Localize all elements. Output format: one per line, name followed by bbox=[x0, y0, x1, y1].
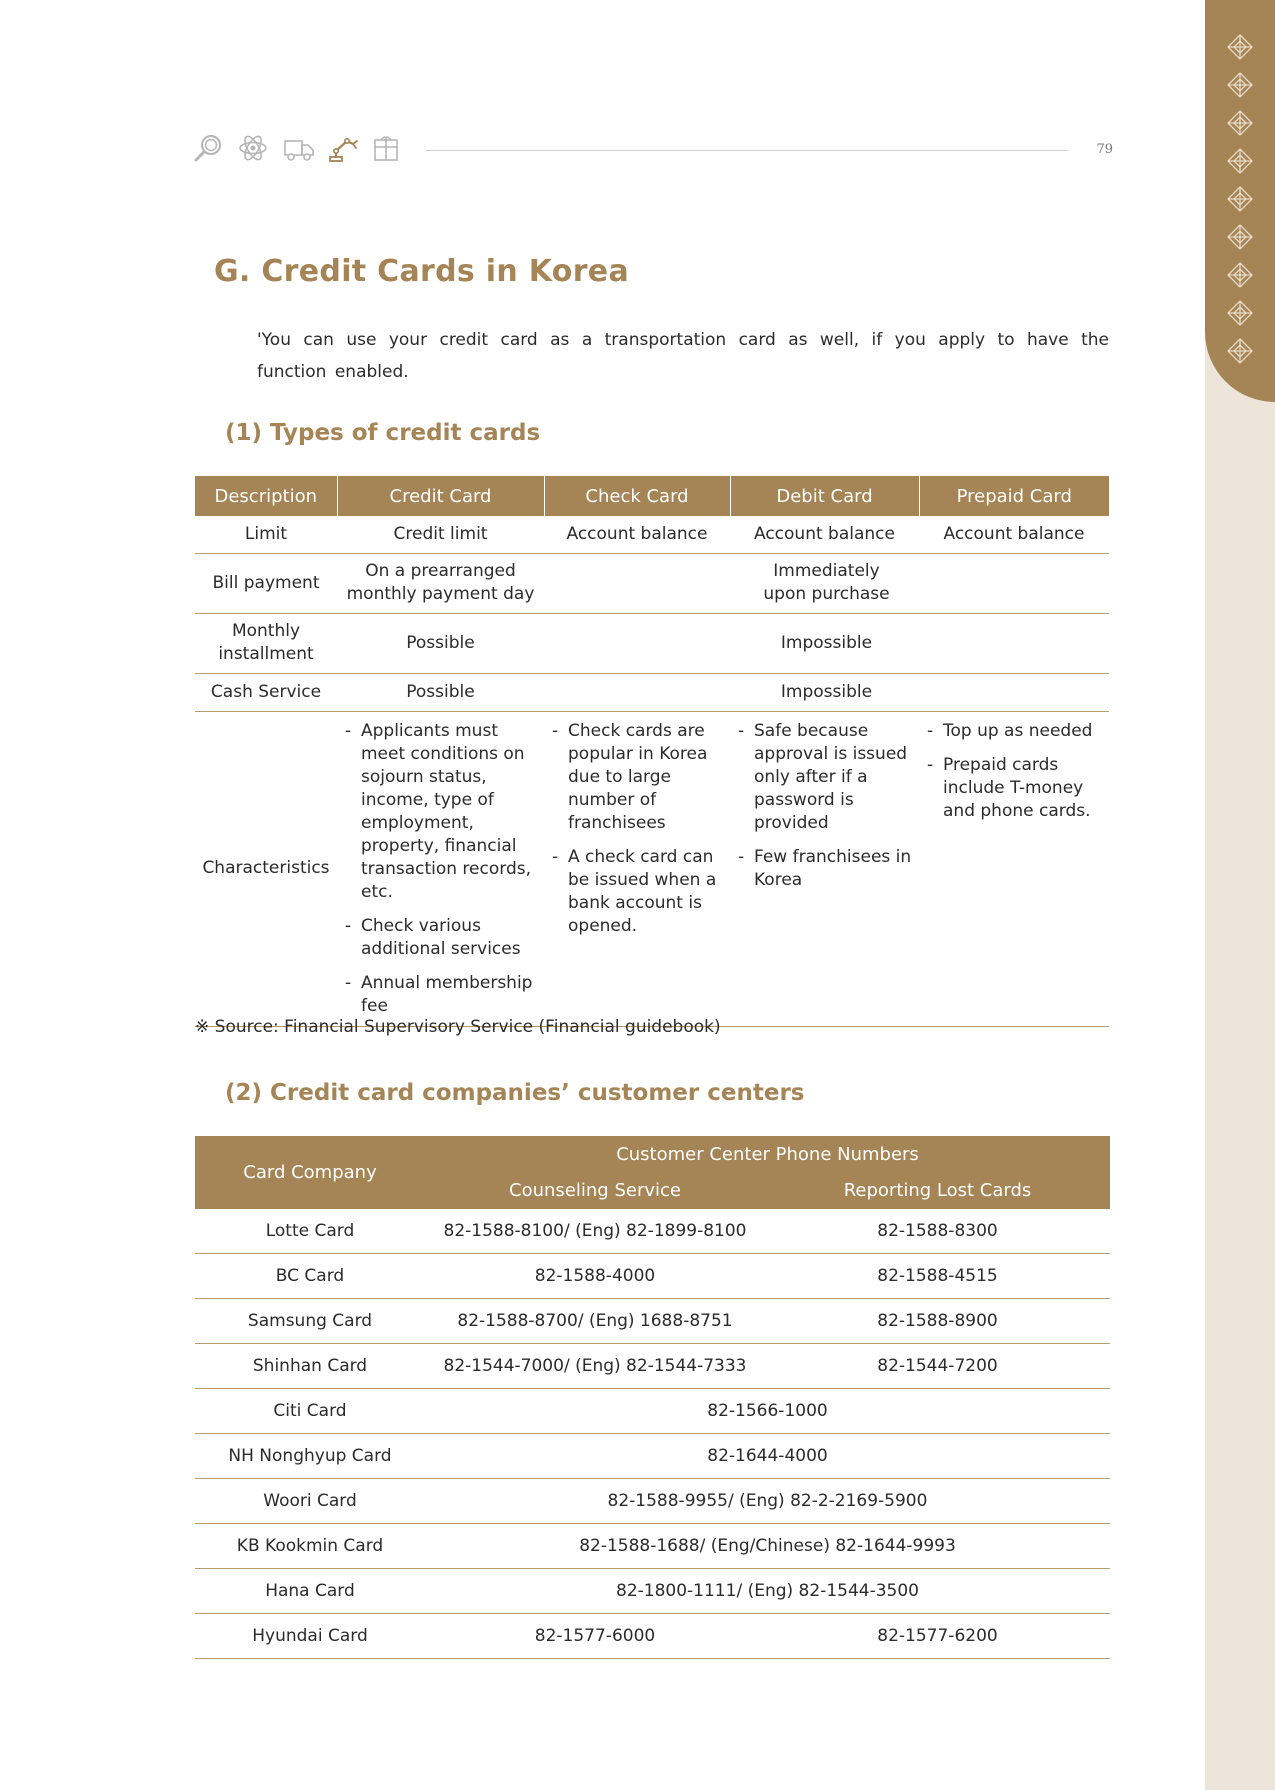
table-row bbox=[195, 1434, 1110, 1479]
truck-icon bbox=[283, 132, 315, 164]
table-row bbox=[195, 1524, 1110, 1569]
table-header-row bbox=[195, 1136, 1110, 1172]
list-item: - Annual membership fee bbox=[343, 972, 538, 1018]
list-item: - Check various additional services bbox=[343, 915, 538, 961]
phone-cell: 82-1588-9955/ (Eng) 82-2-2169-5900 bbox=[425, 1479, 1110, 1524]
table-cell: Possible bbox=[337, 673, 544, 711]
company-cell: Woori Card bbox=[195, 1479, 425, 1524]
table-cell: Impossible bbox=[544, 613, 1109, 673]
company-cell: Hyundai Card bbox=[195, 1614, 425, 1659]
ornament-icon bbox=[1226, 33, 1254, 61]
list-item: - Few franchisees in Korea bbox=[736, 846, 913, 892]
list-item: - A check card can be issued when a bank account is opened. bbox=[550, 846, 724, 938]
header-rule bbox=[426, 150, 1068, 151]
table-header-row bbox=[195, 476, 1109, 516]
page-title: G. Credit Cards in Korea bbox=[214, 254, 629, 289]
counseling-cell: 82-1588-4000 bbox=[425, 1254, 765, 1299]
table-row bbox=[195, 1569, 1110, 1614]
table-row bbox=[195, 1479, 1110, 1524]
magnifier-icon bbox=[193, 132, 225, 164]
table-cell bbox=[919, 711, 1109, 1026]
ornament-icon bbox=[1226, 185, 1254, 213]
row-label: Monthly installment bbox=[195, 613, 337, 673]
list-item: - Safe because approval is issued only after if a password is provided bbox=[736, 720, 913, 835]
ornament-icon bbox=[1226, 299, 1254, 327]
lost-card-cell: 82-1588-4515 bbox=[765, 1254, 1110, 1299]
company-cell: Shinhan Card bbox=[195, 1344, 425, 1389]
ornament-icon bbox=[1226, 223, 1254, 251]
column-header: Reporting Lost Cards bbox=[765, 1172, 1110, 1209]
page-number: 79 bbox=[1096, 142, 1113, 157]
list-item: - Applicants must meet conditions on sojourn status, income, type of employment, property, financial transaction records, etc. bbox=[343, 720, 538, 904]
section-heading-centers: (2) Credit card companies’ customer centers bbox=[225, 1080, 805, 1106]
table-row bbox=[195, 613, 1109, 673]
counseling-cell: 82-1588-8100/ (Eng) 82-1899-8100 bbox=[425, 1209, 765, 1254]
table-row bbox=[195, 1614, 1110, 1659]
row-label: Limit bbox=[195, 516, 337, 553]
row-label: Characteristics bbox=[195, 711, 337, 1026]
table-row bbox=[195, 711, 1109, 1026]
column-header: Card Company bbox=[195, 1136, 425, 1209]
company-cell: KB Kookmin Card bbox=[195, 1524, 425, 1569]
list-item: - Prepaid cards include T-money and phone cards. bbox=[925, 754, 1103, 823]
ornament-icon bbox=[1226, 337, 1254, 365]
phone-cell: 82-1566-1000 bbox=[425, 1389, 1110, 1434]
table-row bbox=[195, 1209, 1110, 1254]
phone-cell: 82-1800-1111/ (Eng) 82-1544-3500 bbox=[425, 1569, 1110, 1614]
row-label: Bill payment bbox=[195, 553, 337, 613]
lost-card-cell: 82-1588-8300 bbox=[765, 1209, 1110, 1254]
company-cell: Samsung Card bbox=[195, 1299, 425, 1344]
company-cell: NH Nonghyup Card bbox=[195, 1434, 425, 1479]
table-cell bbox=[544, 553, 1109, 613]
table-row bbox=[195, 1254, 1110, 1299]
customer-centers-body bbox=[195, 1209, 1110, 1659]
atom-icon bbox=[237, 132, 269, 164]
bullet-list bbox=[736, 720, 913, 892]
ornament-icon bbox=[1226, 261, 1254, 289]
column-header: Debit Card bbox=[730, 476, 919, 516]
phone-cell: 82-1588-1688/ (Eng/Chinese) 82-1644-9993 bbox=[425, 1524, 1110, 1569]
table-cell bbox=[544, 711, 730, 1026]
ornament-icon bbox=[1226, 109, 1254, 137]
table-cell: Possible bbox=[337, 613, 544, 673]
lost-card-cell: 82-1544-7200 bbox=[765, 1344, 1110, 1389]
table-cell bbox=[730, 711, 919, 1026]
column-header: Check Card bbox=[544, 476, 730, 516]
column-header: Prepaid Card bbox=[919, 476, 1109, 516]
side-tab bbox=[1205, 0, 1275, 402]
column-header: Counseling Service bbox=[425, 1172, 765, 1209]
counseling-cell: 82-1544-7000/ (Eng) 82-1544-7333 bbox=[425, 1344, 765, 1389]
intro-paragraph: 'You can use your credit card as a transportation card as well, if you apply to have the function enabled. bbox=[257, 330, 1109, 382]
table-cell: Credit limit bbox=[337, 516, 544, 553]
table-row bbox=[195, 516, 1109, 553]
table-cell: Account balance bbox=[919, 516, 1109, 553]
table-row bbox=[195, 673, 1109, 711]
counseling-cell: 82-1577-6000 bbox=[425, 1614, 765, 1659]
table-row bbox=[195, 1299, 1110, 1344]
table-cell: On a prearranged monthly payment day bbox=[337, 553, 544, 613]
bullet-list bbox=[343, 720, 538, 1018]
robot-arm-icon bbox=[327, 132, 359, 164]
card-types-table bbox=[195, 476, 1109, 1027]
company-cell: Lotte Card bbox=[195, 1209, 425, 1254]
lost-card-cell: 82-1588-8900 bbox=[765, 1299, 1110, 1344]
box-icon bbox=[371, 132, 403, 164]
ornament-icon bbox=[1226, 147, 1254, 175]
column-header: Description bbox=[195, 476, 337, 516]
table-cell: Impossible bbox=[544, 673, 1109, 711]
table-row bbox=[195, 1389, 1110, 1434]
bullet-list bbox=[550, 720, 724, 938]
ornament-icon bbox=[1226, 71, 1254, 99]
phone-cell: 82-1644-4000 bbox=[425, 1434, 1110, 1479]
table-row bbox=[195, 553, 1109, 613]
company-cell: BC Card bbox=[195, 1254, 425, 1299]
section-heading-types: (1) Types of credit cards bbox=[225, 420, 541, 446]
company-cell: Citi Card bbox=[195, 1389, 425, 1434]
table-cell: Account balance bbox=[730, 516, 919, 553]
table-cell bbox=[337, 711, 544, 1026]
list-item: - Top up as needed bbox=[925, 720, 1103, 743]
source-note: ※ Source: Financial Supervisory Service (Financial guidebook) bbox=[195, 1017, 721, 1037]
customer-centers-table bbox=[195, 1136, 1110, 1659]
company-cell: Hana Card bbox=[195, 1569, 425, 1614]
table-row bbox=[195, 1344, 1110, 1389]
bullet-list bbox=[925, 720, 1103, 823]
lost-card-cell: 82-1577-6200 bbox=[765, 1614, 1110, 1659]
table-cell-text: Immediately upon purchase bbox=[763, 561, 890, 604]
column-header: Customer Center Phone Numbers bbox=[425, 1136, 1110, 1172]
table-cell: Account balance bbox=[544, 516, 730, 553]
column-header: Credit Card bbox=[337, 476, 544, 516]
row-label: Cash Service bbox=[195, 673, 337, 711]
counseling-cell: 82-1588-8700/ (Eng) 1688-8751 bbox=[425, 1299, 765, 1344]
list-item: - Check cards are popular in Korea due to large number of franchisees bbox=[550, 720, 724, 835]
